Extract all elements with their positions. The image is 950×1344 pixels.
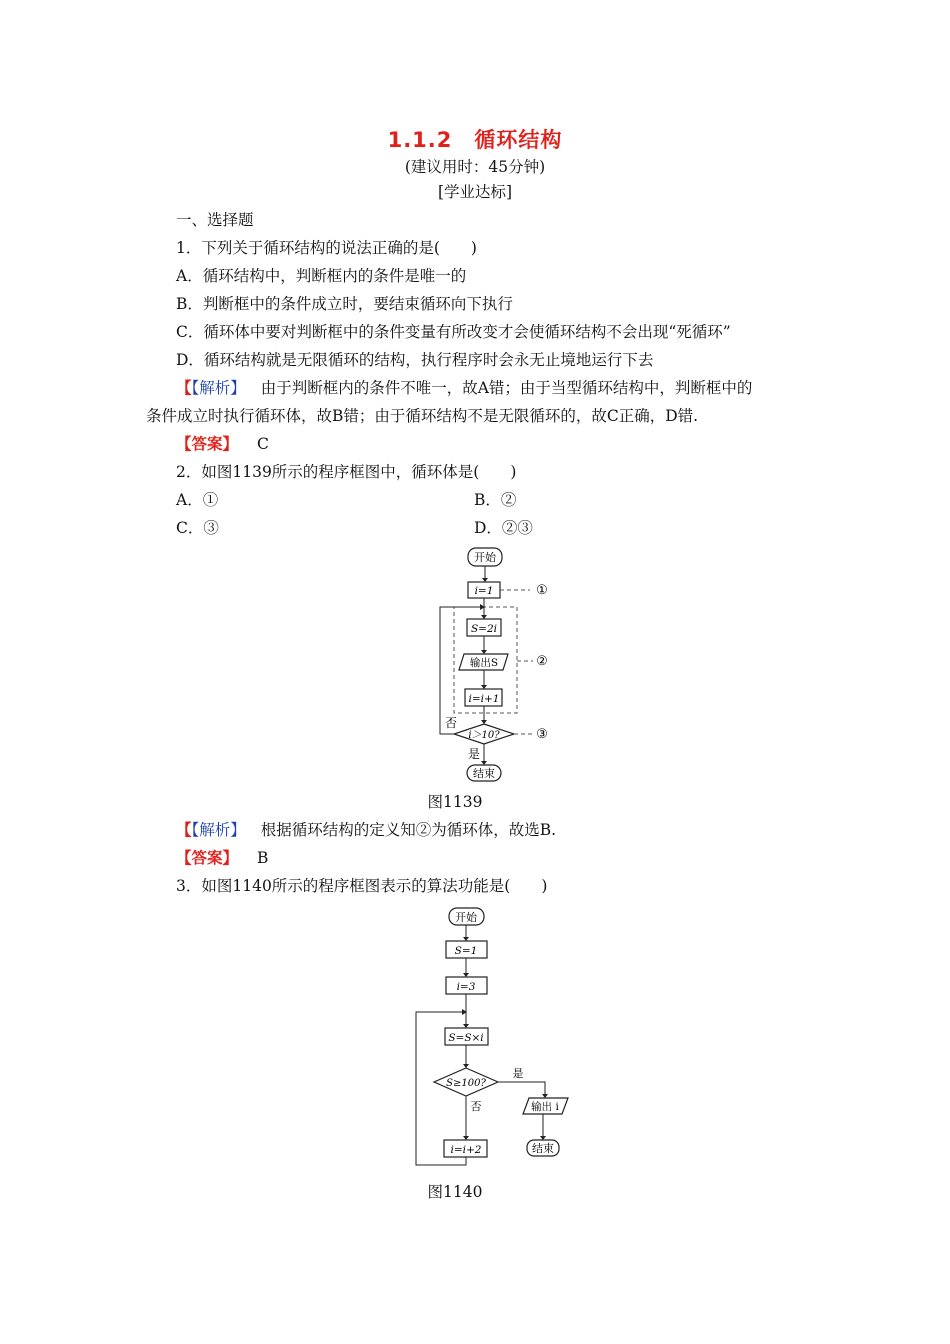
- q2-stem: 2．如图1139所示的程序框图中，循环体是( ): [176, 463, 517, 481]
- q2-figure-caption: 图1139: [427, 793, 483, 811]
- q2-option-d: D．②③: [474, 519, 533, 537]
- q1-option-d: D．循环结构就是无限循环的结构，执行程序时会永无止境地运行下去: [176, 351, 654, 369]
- q1-analysis: 【【解析】 由于判断框内的条件不唯一，故A错；由于当型循环结构中，判断框中的: [176, 378, 753, 397]
- q2-answer-value: B: [256, 849, 269, 867]
- q1-answer-tag: 【答案】: [176, 434, 239, 453]
- fc1140-cond-label: S≥100?: [446, 1078, 486, 1089]
- page-title: 1.1.2 循环结构: [387, 128, 563, 152]
- fc1139-start-label: 开始: [474, 551, 496, 564]
- q1-option-a: A．循环结构中，判断框内的条件是唯一的: [176, 267, 467, 285]
- q3-figure-caption: 图1140: [427, 1183, 483, 1201]
- q2-answer-tag: 【答案】: [176, 848, 239, 867]
- fc1140-s-init-label: S=1: [454, 945, 478, 957]
- fc1139-step1-label: S=2i: [470, 623, 498, 635]
- fc1139-mark-1: ①: [536, 583, 548, 598]
- fc1139-step2-label: i=i+1: [468, 693, 500, 705]
- fc1139-cond-label: i＞10?: [468, 730, 500, 741]
- q2-analysis-tag: 【解析】: [191, 821, 246, 839]
- q2-option-a: A．①: [176, 491, 219, 509]
- q1-answer-value: C: [256, 435, 269, 453]
- fc1139-mark-3: ③: [536, 727, 548, 742]
- fc1140-start-label: 开始: [455, 911, 477, 924]
- fc1139-yes-label: 是: [467, 747, 481, 761]
- fc1139-init-label: i=1: [474, 585, 494, 597]
- q1-option-c: C．循环体中要对判断框中的条件变量有所改变才会使循环结构不会出现“死循环”: [176, 323, 731, 341]
- fc1139-mark-2: ②: [536, 654, 548, 669]
- fc1140-no-label: 否: [470, 1100, 482, 1113]
- fc1140-end-label: 结束: [532, 1142, 554, 1155]
- fc1140-output-label: 输出 i: [531, 1101, 559, 1113]
- q1-stem: 1．下列关于循环结构的说法正确的是( ): [176, 239, 477, 257]
- fc1139-no-label: 否: [444, 716, 458, 730]
- fc1139-end-label: 结束: [473, 767, 495, 780]
- fc1139-output-label: 输出S: [469, 657, 499, 669]
- q1-option-b: B．判断框中的条件成立时，要结束循环向下执行: [176, 295, 513, 313]
- q1-analysis-tag: 【解析】: [191, 379, 246, 397]
- fc1140-yes-label: 是: [512, 1067, 524, 1080]
- q2-analysis-text: 根据循环结构的定义知②为循环体，故选B.: [260, 821, 557, 839]
- q2-option-c: C．③: [176, 519, 219, 537]
- fc1140-incr-label: i=i+2: [450, 1144, 482, 1156]
- q1-analysis-text-1: 由于判断框内的条件不唯一，故A错；由于当型循环结构中，判断框中的: [260, 379, 753, 397]
- fc1140-mult-label: S=S×i: [448, 1032, 484, 1044]
- q3-stem: 3．如图1140所示的程序框图表示的算法功能是( ): [176, 877, 548, 895]
- time-hint: (建议用时：45分钟): [404, 158, 546, 176]
- fc1140-i-init-label: i=3: [456, 981, 476, 993]
- q2-option-b: B．②: [474, 491, 517, 509]
- q2-analysis: 【【解析】 根据循环结构的定义知②为循环体，故选B.: [176, 820, 557, 839]
- part-heading: 一、选择题: [176, 211, 254, 229]
- q1-analysis-text-2: 条件成立时执行循环体，故B错；由于循环结构不是无限循环的，故C正确，D错.: [146, 407, 699, 425]
- section-label: [学业达标]: [437, 183, 513, 201]
